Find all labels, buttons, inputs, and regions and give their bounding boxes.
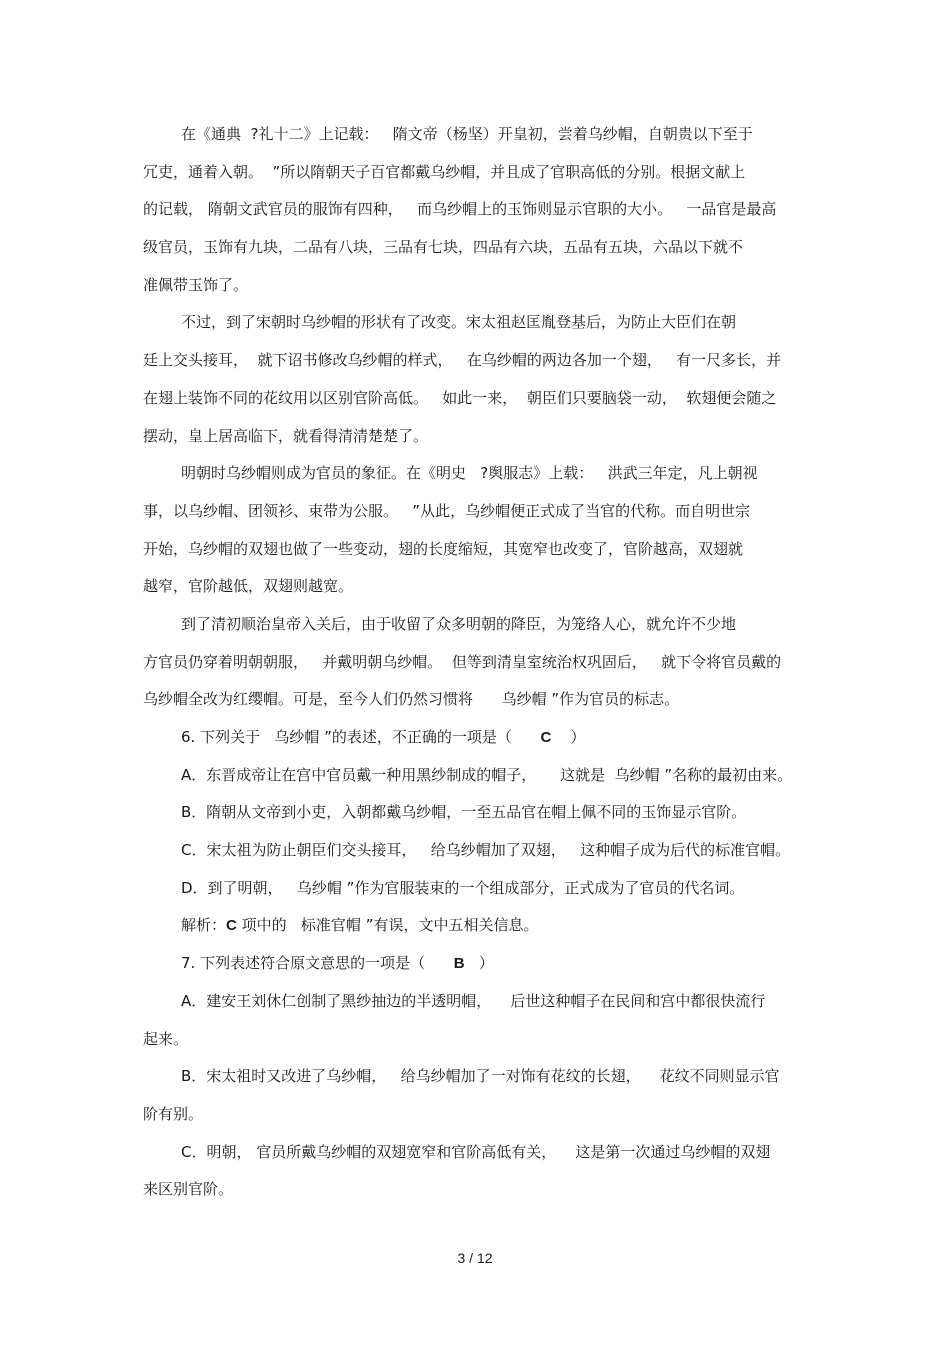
stem-text: 6. 下列关于 乌纱帽 ”的表述，不正确的一项是（	[181, 728, 541, 746]
paragraph-song	[143, 308, 803, 459]
option-a-cont: 起来。	[143, 1029, 189, 1048]
text-line: 准佩带玉饰了。	[143, 275, 249, 294]
text-line: 越窄，官阶越低，双翅则越宽。	[143, 577, 354, 596]
analysis-key: C	[226, 917, 237, 935]
option-c-cont: 来区别官阶。	[143, 1180, 234, 1199]
question-6	[143, 723, 803, 949]
text-line: 冗吏，通着入朝。 ”所以隋朝天子百官都戴乌纱帽，并且成了官职高低的分别。根据文献上	[143, 162, 746, 181]
page-number: 3 / 12	[457, 1250, 493, 1266]
text-line: 方官员仍穿着明朝朝服， 并戴明朝乌纱帽。 但等到清皇室统治权巩固后， 就下令将官员戴的	[143, 652, 782, 671]
analysis	[143, 911, 803, 949]
answer-letter: C	[540, 729, 552, 746]
text-line: 在翅上装饰不同的花纹用以区别官阶高低。 如此一来， 朝臣们只要脑袋一动， 软翅便会随之	[143, 388, 777, 407]
analysis-label: 解析：	[181, 916, 227, 935]
stem-text: 7. 下列表述符合原文意思的一项是（	[181, 954, 454, 973]
option-a: A．建安王刘休仁创制了黑纱抽边的半透明帽， 后世这种帽子在民间和宫中都很快流行	[181, 991, 766, 1010]
text-line: 事，以乌纱帽、团领衫、束带为公服。 ”从此，乌纱帽便正式成了当官的代称。而自明世宗	[143, 501, 751, 520]
question-7	[143, 949, 803, 1213]
stem-text: ）	[464, 954, 494, 973]
paragraph-tongdian	[143, 120, 803, 308]
text-line: 的记载， 隋朝文武官员的服饰有四种， 而乌纱帽上的玉饰则显示官职的大小。 一品官是最高	[143, 200, 777, 219]
text-line: 开始，乌纱帽的双翅也做了一些变动，翅的长度缩短，其宽窄也改变了，官阶越高，双翅就	[143, 539, 744, 558]
text-line: 明朝时乌纱帽则成为官员的象征。在《明史 ?舆服志》上载： 洪武三年定，凡上朝视	[181, 464, 758, 483]
option-a: A．东晋成帝让在宫中官员戴一种用黑纱制成的帽子， 这就是 乌纱帽 ”名称的最初由来。	[181, 765, 793, 784]
text-line: 摆动，皇上居高临下，就看得清清楚楚了。	[143, 426, 429, 445]
option-b-cont: 阶有别。	[143, 1104, 204, 1123]
text-line: 到了清初顺治皇帝入关后，由于收留了众多明朝的降臣，为笼络人心，就允许不少地	[181, 614, 737, 633]
option-b: B．隋朝从文帝到小吏，入朝都戴乌纱帽，一至五品官在帽上佩不同的玉饰显示官阶。	[181, 803, 747, 822]
text-line: 在《通典 ?礼十二》上记载： 隋文帝（杨坚）开皇初，尝着乌纱帽，自朝贵以下至于	[181, 125, 753, 143]
answer-letter: B	[453, 955, 465, 973]
text-line: 不过，到了宋朝时乌纱帽的形状有了改变。宋太祖赵匡胤登基后，为防止大臣们在朝	[181, 313, 737, 332]
stem-text: ）	[551, 728, 586, 746]
option-c: C．宋太祖为防止朝臣们交头接耳， 给乌纱帽加了双翅， 这种帽子成为后代的标准官帽。	[181, 841, 791, 860]
question-stem	[143, 949, 803, 987]
option-d: D．到了明朝， 乌纱帽 ”作为官服装束的一个组成部分，正式成为了官员的代名词。	[181, 878, 745, 897]
option-c: C．明朝， 官员所戴乌纱帽的双翅宽窄和官阶高低有关， 这是第一次通过乌纱帽的双翅	[181, 1142, 771, 1161]
text-line: 级官员，玉饰有九块，二品有八块，三品有七块，四品有六块，五品有五块，六品以下就不	[143, 238, 744, 257]
text-line: 廷上交头接耳， 就下诏书修改乌纱帽的样式， 在乌纱帽的两边各加一个翅， 有一尺多长，并	[143, 351, 782, 370]
option-b: B．宋太祖时又改进了乌纱帽， 给乌纱帽加了一对饰有花纹的长翅， 花纹不同则显示官	[181, 1067, 780, 1086]
paragraph-ming	[143, 459, 803, 610]
text-line: 乌纱帽全改为红缨帽。可是，至今人们仍然习惯将 乌纱帽 ”作为官员的标志。	[143, 690, 680, 709]
question-stem	[143, 723, 803, 761]
analysis-text: 项中的 标准官帽 ”有误，文中五相关信息。	[236, 916, 539, 935]
paragraph-qing	[143, 610, 803, 723]
page-content	[143, 120, 803, 1213]
